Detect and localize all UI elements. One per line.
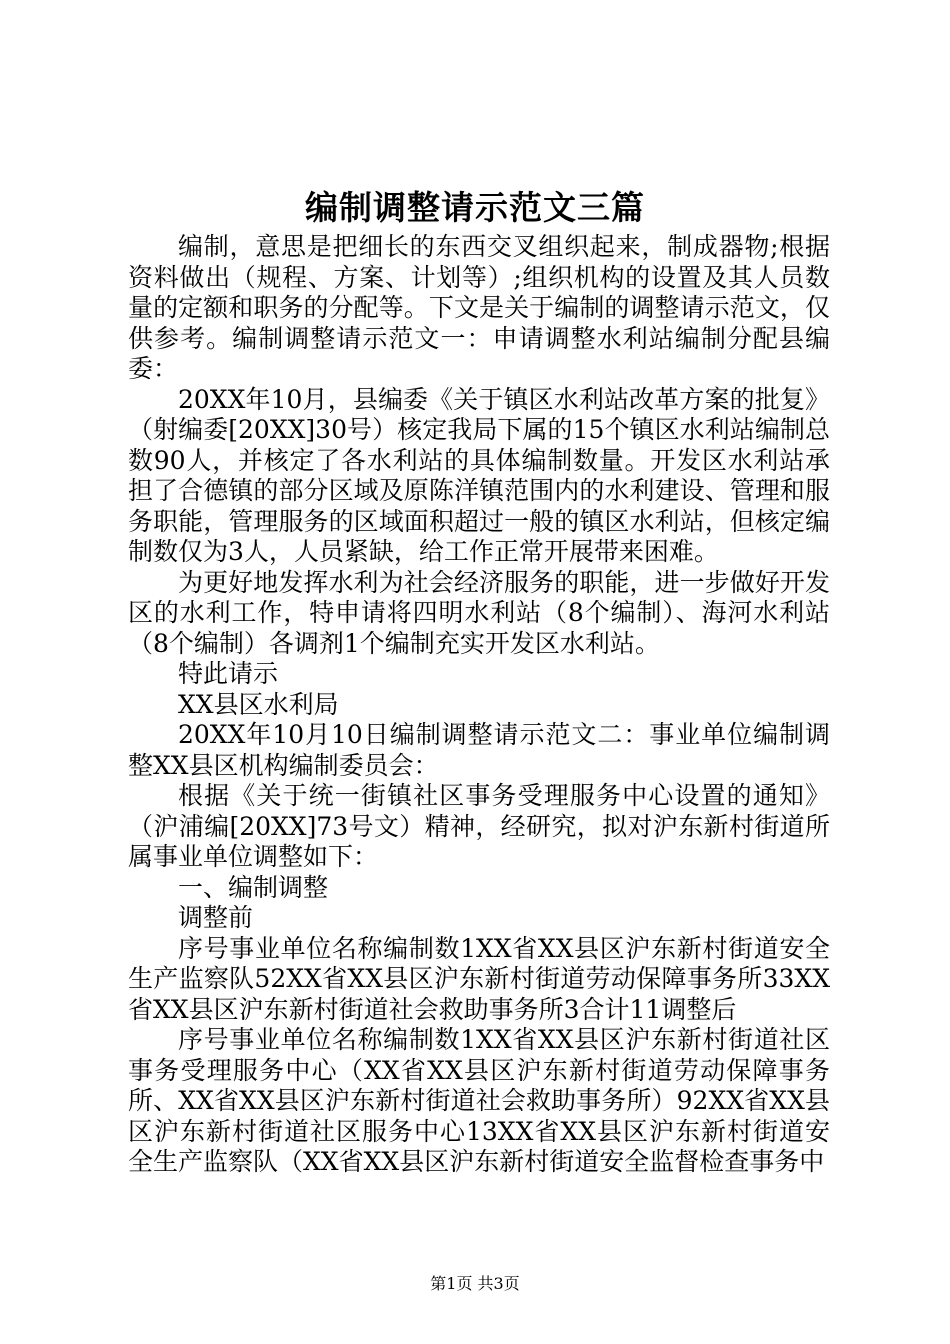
body-paragraph: 调整前 — [178, 903, 254, 932]
body-paragraph: 一、编制调整 — [178, 872, 329, 902]
body-paragraph: XX县区水利局 — [178, 689, 339, 719]
body-paragraph: 20XX年10月10日编制调整请示范文二：事业单位编制调整XX县区机构编制委员会： — [128, 720, 830, 780]
body-paragraph: 20XX年10月，县编委《关于镇区水利站改革方案的批复》（射编委[20XX]30号）核定我局下属的15个镇区水利站编制总数90人，并核定了各水利站的具体编制数量。开发区水利站承担了合德镇的部分区域及原陈洋镇范围内的水利建设、管理和服务职能，管理服务的区域面积超过一般的镇区水利站，但核定编制数仅为3人，人员紧缺，给工作正常开展带来困难。 — [128, 384, 830, 566]
body-paragraph: 编制，意思是把细长的东西交叉组织起来，制成器物;根据资料做出（规程、方案、计划等）;组织机构的设置及其人员数量的定额和职务的分配等。下文是关于编制的调整请示范文，仅供参考。编制调整请示范文一：申请调整水利站编制分配县编委： — [128, 232, 830, 383]
body-paragraph: 序号事业单位名称编制数1XX省XX县区沪东新村街道安全生产监察队52XX省XX县区沪东新村街道劳动保障事务所33XX省XX县区沪东新村街道社会救助事务所3合计11调整后 — [128, 933, 830, 1024]
document-title: 编制调整请示范文三篇 — [305, 188, 645, 227]
body-paragraph: 序号事业单位名称编制数1XX省XX县区沪东新村街道社区事务受理服务中心（XX省XX县区沪东新村街道劳动保障事务所、XX省XX县区沪东新村街道社会救助事务所）92XX省XX县区沪东新村街道社区服务中心13XX省XX县区沪东新村街道安全生产监察队（XX省XX县区沪东新村街道安全监督检查事务中 — [128, 1025, 830, 1176]
page-footer: 第1页 共3页 — [430, 1274, 520, 1293]
body-paragraph: 为更好地发挥水利为社会经济服务的职能，进一步做好开发区的水利工作，特申请将四明水利站（8个编制）、海河水利站（8个编制）各调剂1个编制充实开发区水利站。 — [128, 567, 830, 658]
body-paragraph: 根据《关于统一街镇社区事务受理服务中心设置的通知》（沪浦编[20XX]73号文）精神，经研究，拟对沪东新村街道所属事业单位调整如下： — [128, 781, 830, 871]
document-body — [128, 232, 830, 1178]
body-paragraph: 特此请示 — [178, 659, 279, 688]
